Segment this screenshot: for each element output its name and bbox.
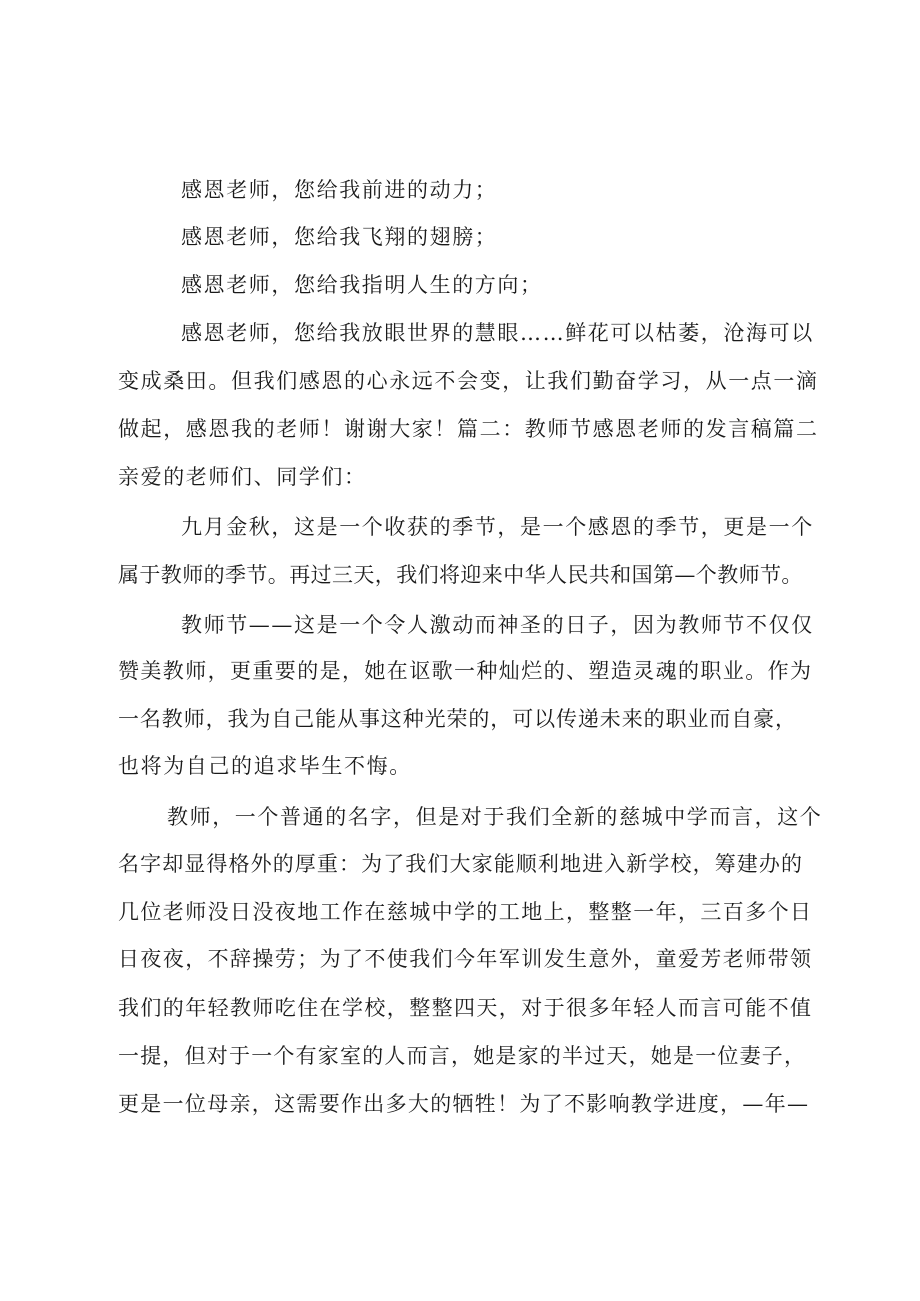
text-line: 日夜夜，不辞操劳；为了不使我们今年军训发生意外，童爱芳老师带领	[118, 947, 813, 971]
text-line: 更是一位母亲，这需要作出多大的牺牲！为了不影响教学进度，—年—	[118, 1092, 810, 1116]
text-line: 几位老师没日没夜地工作在慈城中学的工地上，整整一年，三百多个日	[118, 900, 813, 924]
text-line: 变成桑田。但我们感恩的心永远不会变，让我们勤奋学习，从一点一滴	[118, 369, 819, 393]
text-line: 亲爱的老师们、同学们：	[118, 465, 367, 489]
text-line: 我们的年轻教师吃住在学校，整整四天，对于很多年轻人而言可能不值	[118, 996, 813, 1020]
text-line: 感恩老师，您给我放眼世界的慧眼……鲜花可以枯萎，沧海可以	[181, 321, 814, 345]
text-line: 感恩老师，您给我前进的动力；	[181, 178, 498, 202]
text-line: 一名教师，我为自己能从事这种光荣的，可以传递未来的职业而自豪，	[118, 707, 797, 731]
text-line: 感恩老师，您给我飞翔的翅膀；	[181, 225, 498, 249]
text-line: 赞美教师，更重要的是，她在讴歌一种灿烂的、塑造灵魂的职业。作为	[118, 659, 813, 683]
text-line: 名字却显得格外的厚重：为了我们大家能顺利地进入新学校，筹建办的	[118, 852, 804, 876]
text-line: 九月金秋，这是一个收获的季节，是一个感恩的季节，更是一个	[181, 515, 814, 539]
text-line: 做起，感恩我的老师！谢谢大家！篇二：教师节感恩老师的发言稿篇二	[118, 417, 819, 441]
text-line: 也将为自己的追求毕生不悔。	[118, 754, 412, 778]
text-line: 教师节——这是一个令人激动而神圣的日子，因为教师节不仅仅	[181, 613, 814, 637]
text-line: 教师，一个普通的名字，但是对于我们全新的慈城中学而言，这个	[167, 805, 823, 829]
text-line: 属于教师的季节。再过三天，我们将迎来中华人民共和国第—个教师节。	[118, 563, 803, 587]
text-line: 一提，但对于一个有家室的人而言，她是家的半过天，她是一位妻子，	[118, 1044, 807, 1068]
text-line: 感恩老师，您给我指明人生的方向；	[181, 273, 543, 297]
